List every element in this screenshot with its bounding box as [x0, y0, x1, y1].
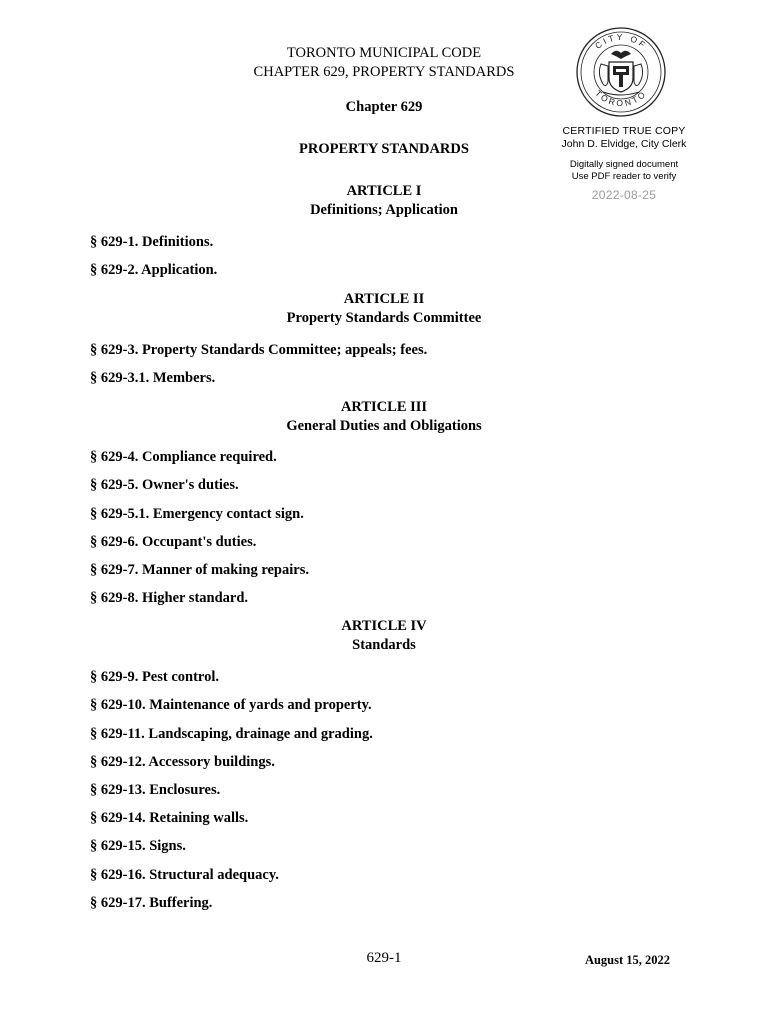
certification-date: 2022-08-25 [591, 188, 657, 202]
article-number: ARTICLE III [340, 399, 428, 415]
article-title: Standards [352, 637, 416, 653]
section-item: § 629-11. Landscaping, drainage and grading. [90, 726, 373, 742]
article-title: Definitions; Application [310, 202, 458, 218]
certified-copy-label: CERTIFIED TRUE COPY [562, 125, 686, 137]
article-heading [200, 290, 568, 328]
code-title: TORONTO MUNICIPAL CODE [286, 45, 482, 61]
section-item: § 629-15. Signs. [90, 838, 186, 854]
section-item: § 629-7. Manner of making repairs. [90, 562, 309, 578]
digital-signature-note [545, 159, 703, 183]
certification-block [545, 125, 703, 202]
section-item: § 629-3. Property Standards Committee; appeals; fees. [90, 342, 428, 358]
article-heading [200, 182, 568, 220]
article-number: ARTICLE II [343, 291, 425, 307]
seal-bottom-text: TORONTO [593, 88, 649, 109]
section-item: § 629-9. Pest control. [90, 669, 219, 685]
article-number: ARTICLE IV [341, 618, 427, 634]
section-item: § 629-8. Higher standard. [90, 590, 249, 606]
seal-top-text: CITY OF [593, 31, 650, 52]
section-item: § 629-5.1. Emergency contact sign. [90, 506, 304, 522]
section-item: § 629-2. Application. [90, 262, 218, 278]
section-item: § 629-6. Occupant's duties. [90, 534, 257, 550]
signed-line-2: Use PDF reader to verify [571, 171, 677, 182]
section-item: § 629-4. Compliance required. [90, 449, 277, 465]
section-item: § 629-14. Retaining walls. [90, 810, 249, 826]
section-item: § 629-10. Maintenance of yards and property. [90, 697, 372, 713]
article-heading [200, 617, 568, 655]
chapter-line: CHAPTER 629, PROPERTY STANDARDS [253, 64, 515, 80]
document-title: PROPERTY STANDARDS [299, 141, 469, 157]
article-number: ARTICLE I [346, 183, 422, 199]
section-item: § 629-16. Structural adequacy. [90, 867, 279, 883]
signed-line-1: Digitally signed document [569, 159, 679, 170]
document-header [200, 44, 568, 82]
section-item: § 629-3.1. Members. [90, 370, 216, 386]
chapter-label: Chapter 629 [345, 99, 423, 115]
section-item: § 629-17. Buffering. [90, 895, 213, 911]
section-item: § 629-12. Accessory buildings. [90, 754, 275, 770]
footer-date: August 15, 2022 [584, 953, 671, 967]
section-item: § 629-1. Definitions. [90, 234, 214, 250]
article-heading [200, 398, 568, 436]
city-seal-icon [575, 26, 667, 118]
section-item: § 629-13. Enclosures. [90, 782, 221, 798]
section-item: § 629-5. Owner's duties. [90, 477, 239, 493]
article-title: Property Standards Committee [286, 310, 482, 326]
article-title: General Duties and Obligations [286, 418, 482, 434]
page-number: 629-1 [366, 950, 402, 966]
city-clerk-label: John D. Elvidge, City Clerk [561, 138, 687, 150]
